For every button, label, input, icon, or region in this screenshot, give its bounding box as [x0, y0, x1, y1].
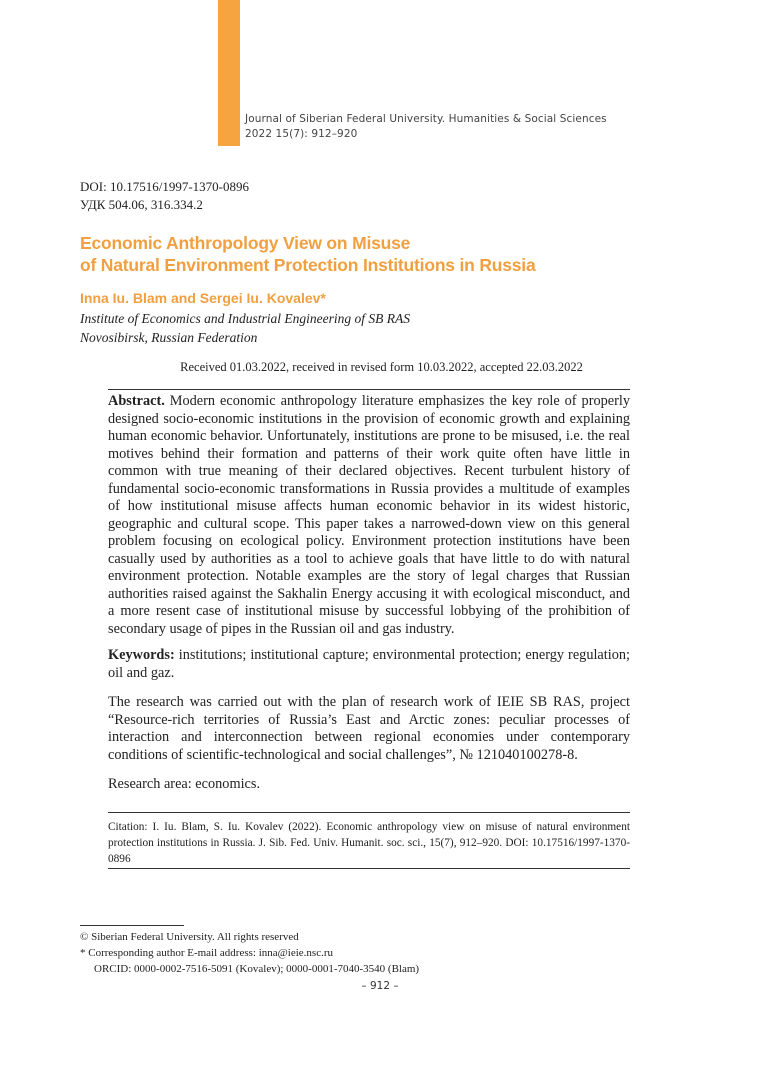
- citation: Citation: I. Iu. Blam, S. Iu. Kovalev (2022). Economic anthropology view on misuse of natural environment protection institutions in Russia. J. Sib. Fed. Univ. Humanit. soc. sci., 15(7), 912–920. DOI: 10.17516/1997-1370-0896: [108, 821, 630, 865]
- identifiers: [80, 178, 249, 214]
- keywords-label: Keywords:: [108, 647, 175, 663]
- keywords: [108, 647, 630, 682]
- udk: УДК 504.06, 316.334.2: [80, 197, 203, 212]
- abstract-top-rule: [108, 389, 630, 390]
- title-line-1: Economic Anthropology View on Misuse: [80, 233, 411, 253]
- keywords-text: institutions; institutional capture; environmental protection; energy regulation; oil and gaz.: [108, 647, 630, 681]
- received-dates: Received 01.03.2022, received in revised form 10.03.2022, accepted 22.03.2022: [180, 360, 583, 374]
- journal-issue: 2022 15(7): 912–920: [245, 128, 358, 140]
- affiliation-location: Novosibirsk, Russian Federation: [80, 330, 258, 345]
- abstract: [108, 393, 630, 638]
- citation-bottom-rule: [108, 868, 630, 869]
- abstract-text: Modern economic anthropology literature emphasizes the key role of properly designed socio-economic institutions in the provision of economic growth and explaining human economic behavior. Unfortunately, institutions are prone to be misused, i.e. the real motives behind their formation and patterns of their work quite often have little in common with true meaning of their declared objectives. Recent turbulent history of fundamental socio-economic transformations in Russia provides a multitude of examples of how institutional misuse affects human economic behavior in its widest historic, geographic and cultural scope. This paper takes a narrowed-down view on this general problem focusing on ecological policy. Environment protection institutions have been casually used by authorities as a tool to achieve goals that have little to do with natural environment protection. Notable examples are the story of legal charges that Russian authorities raised against the Sakhalin Energy accusing it with ecological misconduct, and a more resent case of institutional misuse by successful lobbying of the prohibition of secondary usage of pipes in the Russian oil and gas industry.: [108, 393, 630, 637]
- citation-top-rule: [108, 812, 630, 813]
- affiliation: [80, 309, 410, 347]
- doi: DOI: 10.17516/1997-1370-0896: [80, 179, 249, 194]
- footnotes: [80, 929, 419, 977]
- page-number: – 912 –: [361, 980, 399, 992]
- orcid: ORCID: 0000-0002-7516-5091 (Kovalev); 0000-0001-7040-3540 (Blam): [94, 963, 420, 975]
- research-area: Research area: economics.: [108, 776, 261, 792]
- copyright: © Siberian Federal University. All rights reserved: [80, 931, 299, 943]
- affiliation-institute: Institute of Economics and Industrial Engineering of SB RAS: [80, 311, 410, 326]
- journal-header: [245, 112, 607, 142]
- footnote-rule: [80, 925, 184, 926]
- orange-accent-bar: [218, 0, 240, 146]
- funding-statement: The research was carried out with the plan of research work of IEIE SB RAS, project “Resource-rich territories of Russia’s East and Arctic zones: peculiar processes of interaction and interconnection between regional economies under contemporary conditions of scientific-technological and social challenges”, № 121040100278-8.: [108, 694, 630, 763]
- corresponding-author: * Corresponding author E-mail address: inna@ieie.nsc.ru: [80, 947, 333, 959]
- authors: Inna Iu. Blam and Sergei Iu. Kovalev*: [80, 290, 326, 306]
- journal-name: Journal of Siberian Federal University. Humanities & Social Sciences: [245, 113, 607, 125]
- title-line-2: of Natural Environment Protection Institutions in Russia: [80, 255, 536, 275]
- article-title: [80, 232, 536, 276]
- abstract-label: Abstract.: [108, 393, 165, 409]
